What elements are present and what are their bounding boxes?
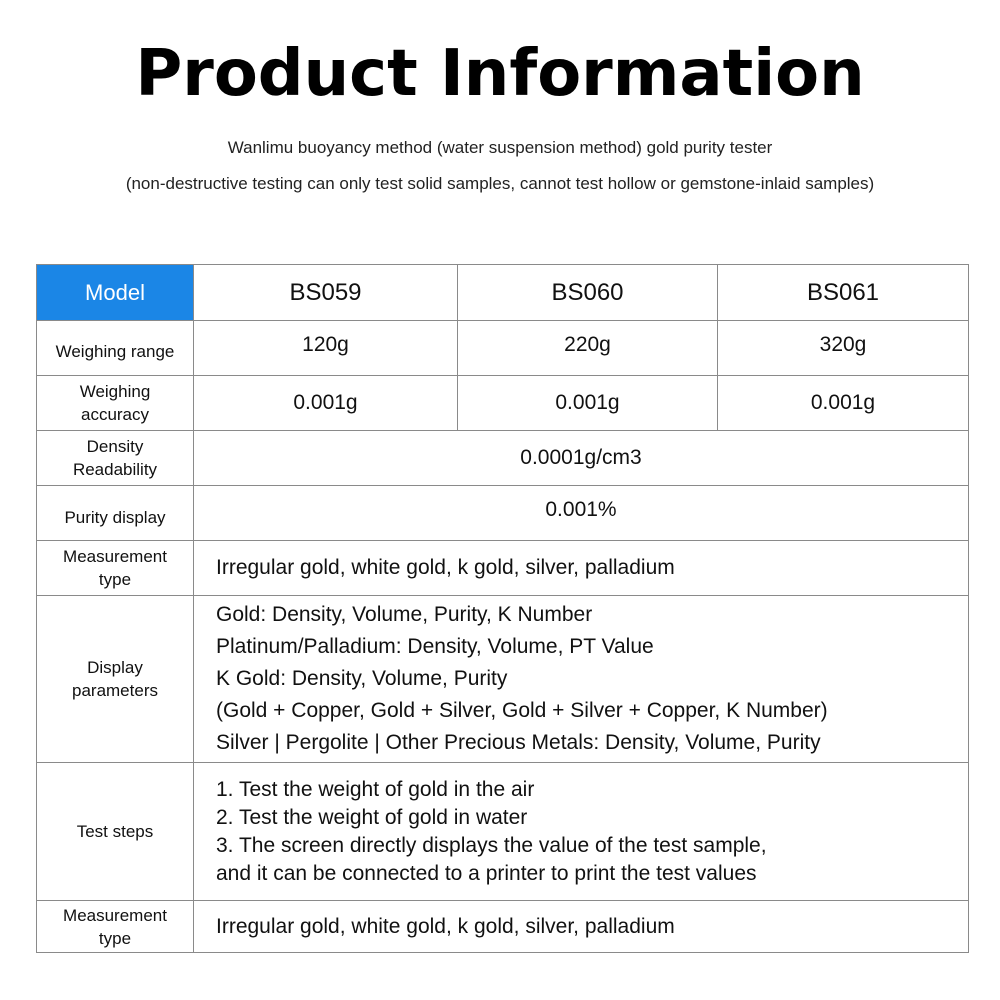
weighing-range-label: [37, 321, 194, 376]
purity-display-row: [37, 486, 969, 541]
purity-display-label-text: Purity display: [64, 507, 166, 527]
test-step-line: 3. The screen directly displays the value of the test sample,: [216, 833, 767, 857]
weighing-range-bs060: [458, 321, 718, 376]
display-parameters-row: [37, 596, 969, 763]
display-parameters-label: [37, 596, 194, 763]
test-step-line: and it can be connected to a printer to print the test values: [216, 861, 757, 885]
product-subtitle: Wanlimu buoyancy method (water suspension method) gold purity tester: [227, 138, 773, 157]
display-parameters-value: [194, 596, 969, 763]
display-parameters-line: K Gold: Density, Volume, Purity: [216, 667, 508, 690]
product-note: (non-destructive testing can only test solid samples, cannot test hollow or gemstone-inlaid samples): [125, 174, 875, 193]
measurement-type-value: Irregular gold, white gold, k gold, silver, palladium: [194, 541, 969, 596]
weighing-range-value-2: 220g: [564, 333, 611, 356]
model-row: [37, 265, 969, 321]
density-readability-label-line1: Density: [86, 437, 144, 456]
weighing-range-value-1: 120g: [302, 333, 349, 356]
measurement-type-label-line2: type: [98, 570, 132, 589]
display-parameters-label-line2: parameters: [72, 681, 158, 700]
weighing-accuracy-bs060: 0.001g: [458, 376, 718, 431]
measurement-type-2-label-line2: type: [98, 928, 132, 948]
density-readability-row: [37, 431, 969, 486]
page-title: Product Information: [135, 37, 865, 111]
density-readability-label: [37, 431, 194, 486]
weighing-accuracy-bs059: 0.001g: [194, 376, 458, 431]
display-parameters-line: Platinum/Palladium: Density, Volume, PT Value: [216, 635, 654, 658]
test-steps-value: [194, 763, 969, 901]
purity-display-value: [194, 486, 969, 541]
density-readability-label-line2: Readability: [72, 460, 158, 479]
weighing-range-bs061: [718, 321, 969, 376]
display-parameters-line: (Gold + Copper, Gold + Silver, Gold + Silver + Copper, K Number): [216, 699, 828, 722]
display-parameters-line: Gold: Density, Volume, Purity, K Number: [216, 603, 593, 626]
weighing-range-value-3: 320g: [819, 333, 867, 356]
measurement-type-row: [37, 541, 969, 596]
display-parameters-line: Silver | Pergolite | Other Precious Metals: Density, Volume, Purity: [216, 731, 821, 754]
test-step-line: 1. Test the weight of gold in the air: [216, 777, 535, 801]
weighing-accuracy-label-line2: accuracy: [80, 405, 150, 424]
purity-display-label: [37, 486, 194, 541]
density-readability-value: 0.0001g/cm3: [194, 431, 969, 486]
measurement-type-2-label-line1: Measurement: [63, 905, 167, 925]
measurement-type-row-2: [37, 901, 969, 953]
model-bs059: BS059: [194, 265, 458, 321]
purity-display-value-text: 0.001%: [545, 498, 617, 521]
weighing-accuracy-label: [37, 376, 194, 431]
weighing-accuracy-bs061: 0.001g: [718, 376, 969, 431]
weighing-accuracy-row: [37, 376, 969, 431]
model-label: Model: [37, 265, 194, 321]
test-step-line: 2. Test the weight of gold in water: [216, 805, 528, 829]
weighing-accuracy-label-line1: Weighing: [79, 382, 151, 401]
weighing-range-row: [37, 321, 969, 376]
measurement-type-label-2: [37, 901, 194, 953]
test-steps-row: [37, 763, 969, 901]
measurement-type-label: [37, 541, 194, 596]
model-bs061: BS061: [718, 265, 969, 321]
measurement-type-label-line1: Measurement: [63, 547, 167, 566]
test-steps-label: Test steps: [37, 763, 194, 901]
model-bs060: BS060: [458, 265, 718, 321]
measurement-type-value-2: Irregular gold, white gold, k gold, silver, palladium: [194, 901, 969, 953]
weighing-range-bs059: [194, 321, 458, 376]
display-parameters-label-line1: Display: [87, 658, 143, 677]
weighing-range-label-text: Weighing range: [55, 341, 175, 361]
spec-table: [36, 264, 969, 953]
